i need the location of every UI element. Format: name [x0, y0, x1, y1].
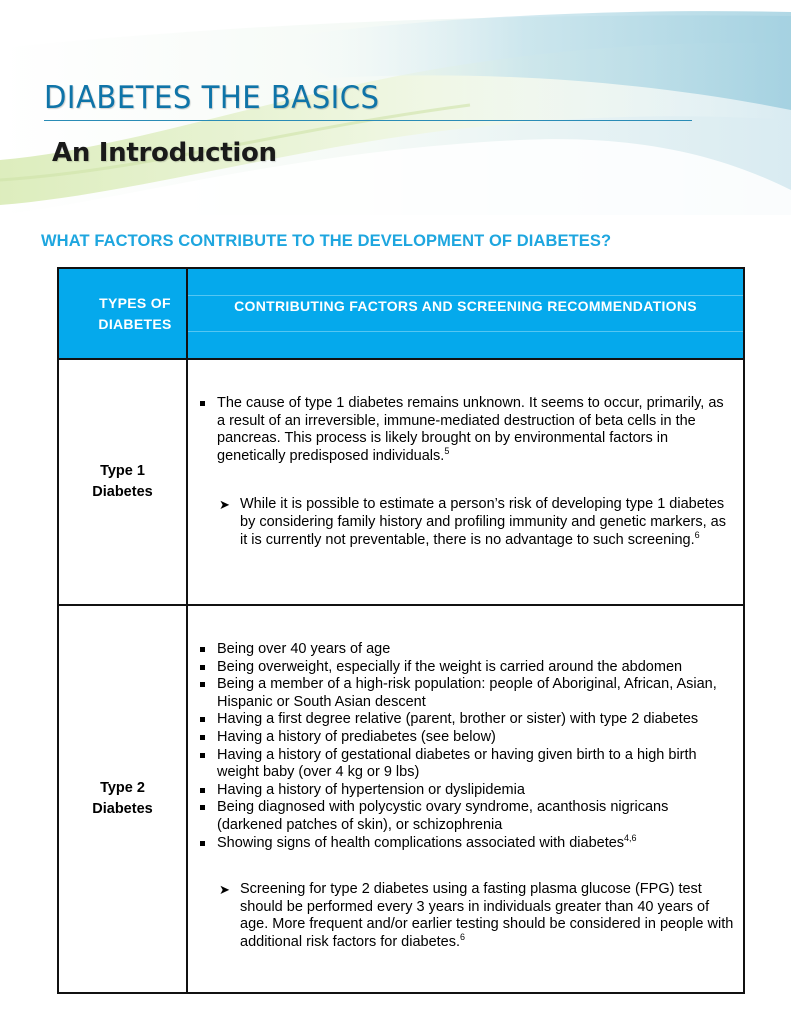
arrow-bullet-icon: ➤	[219, 882, 230, 898]
type1-screening-text: While it is possible to estimate a person’s risk of developing type 1 diabetes by considering family history and profiling immunity and genetic markers, as it is currently not preventable, there is no advantage to such screening.	[240, 496, 726, 548]
type1-screening-note	[188, 496, 743, 549]
type2-label: Type 2 Diabetes	[92, 780, 153, 817]
type2-risk-factor-list	[188, 641, 743, 852]
arrow-bullet-icon: ➤	[219, 497, 230, 513]
type2-risk-factor: Having a history of prediabetes (see below)	[188, 729, 743, 747]
section-heading: WHAT FACTORS CONTRIBUTE TO THE DEVELOPMENT OF DIABETES?	[41, 232, 612, 250]
type2-risk-factor: Being diagnosed with polycystic ovary syndrome, acanthosis nigricans (darkened patches of skin), or schizophrenia	[188, 799, 743, 834]
table-row-type2	[58, 605, 744, 993]
type2-risk-factor: Having a history of gestational diabetes or having given birth to a high birth weight baby (over 4 kg or 9 lbs)	[188, 747, 743, 782]
type1-cause-ref: 5	[444, 445, 450, 456]
type2-content-cell	[187, 605, 744, 993]
diabetes-factors-table	[57, 267, 745, 994]
table-row-type1	[58, 359, 744, 605]
type1-label-cell	[58, 359, 187, 605]
document-title: DIABETES THE BASICS	[44, 80, 380, 116]
type2-complications-text: Showing signs of health complications associated with diabetes	[217, 834, 625, 851]
type1-cause-bullet	[188, 395, 743, 465]
type2-risk-factor: Being overweight, especially if the weight is carried around the abdomen	[188, 659, 743, 677]
header-inner-line-top	[188, 295, 743, 296]
type2-risk-factor-last	[188, 832, 743, 853]
type1-bullet-list	[188, 395, 743, 465]
type1-screening-ref: 6	[694, 529, 700, 540]
type2-risk-factor: Being over 40 years of age	[188, 641, 743, 659]
type1-content-cell	[187, 359, 744, 605]
column-header-types-label: TYPES OF DIABETES	[98, 294, 172, 332]
type2-risk-factor: Having a history of hypertension or dyslipidemia	[188, 782, 743, 800]
title-divider	[44, 120, 692, 121]
type1-cause-text: The cause of type 1 diabetes remains unknown. It seems to occur, primarily, as a result of an irreversible, immune-mediated destruction of beta cells in the pancreas. This process is likely brought on by environmental factors in genetically predisposed individuals.	[217, 395, 724, 464]
column-header-factors	[187, 268, 744, 359]
column-header-types	[58, 268, 187, 359]
column-header-factors-label: CONTRIBUTING FACTORS AND SCREENING RECOMMENDATIONS	[234, 298, 697, 314]
document-subtitle: An Introduction	[52, 138, 277, 168]
table-header-row	[58, 268, 744, 359]
type2-screening-ref: 6	[460, 931, 466, 942]
type2-risk-factor: Being a member of a high-risk population: people of Aboriginal, African, Asian, Hispanic or South Asian descent	[188, 676, 743, 711]
type2-complications-ref: 4,6	[624, 832, 637, 843]
header-inner-line-bottom	[188, 331, 743, 332]
type2-risk-factor: Having a first degree relative (parent, brother or sister) with type 2 diabetes	[188, 711, 743, 729]
type1-label: Type 1 Diabetes	[92, 463, 153, 500]
type2-screening-note	[188, 881, 743, 951]
type2-screening-text: Screening for type 2 diabetes using a fasting plasma glucose (FPG) test should be performed every 3 years in individuals greater than 40 years of age. More frequent and/or earlier testing should be considered in people with additional risk factors for diabetes.	[240, 881, 734, 950]
type2-label-cell	[58, 605, 187, 993]
